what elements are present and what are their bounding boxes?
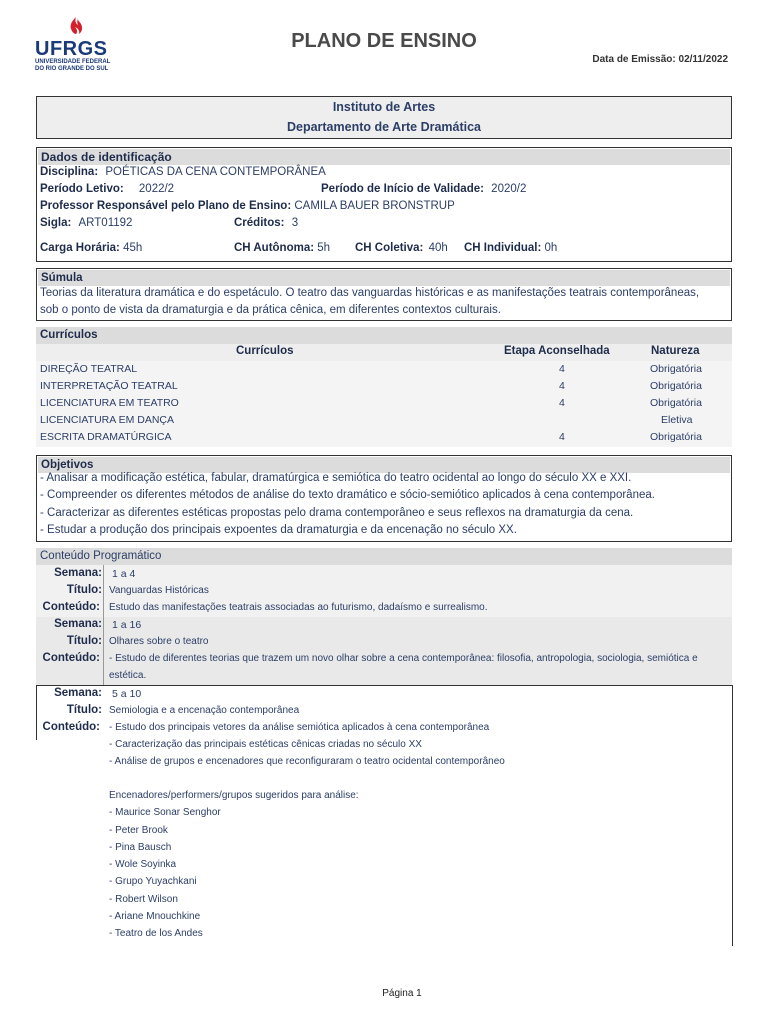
professor-value: CAMILA BAUER BRONSTRUP [294,200,455,212]
ch-coletiva-row [355,242,448,254]
periodo-label: Período Letivo: [40,183,124,195]
ch-autonoma-label: CH Autônoma: [234,242,315,254]
curriculos-header-bar [36,327,732,344]
sumula-line-2: sob o ponto de vista da dramaturgia e da prática cênica, em diferentes contextos culturais. [40,304,501,316]
ch-individual-label: CH Individual: [464,242,542,254]
carga-label: Carga Horária: [40,242,120,254]
objetivo-line: - Analisar a modificação estética, fabular, dramatúrgica e semiótica do teatro ocidental ao longo do século XX e XXI. [40,472,632,484]
curriculo-natureza: Obrigatória [650,380,702,392]
department-name: Departamento de Arte Dramática [286,120,482,134]
ch-autonoma-row [234,242,330,254]
curriculo-natureza: Eletiva [661,414,693,426]
semana-label: Semana: [54,687,102,699]
curriculo-name: DIREÇÃO TEATRAL [40,363,138,375]
creditos-value: 3 [291,217,299,229]
conteudo-text: - Estudo de diferentes teorias que trazem um novo olhar sobre a cena contemporânea: filosofia, antropologia, sociologia, semiótica e [109,653,698,664]
logo-name: UFRGS [35,38,108,60]
conteudo-text: - Wole Soyinka [109,859,177,870]
disciplina-label: Disciplina: [40,166,99,178]
conteudo-text: - Caracterização das principais estéticas cênicas criadas no século XX [109,739,422,750]
titulo-value: Vanguardas Históricas [109,585,209,596]
sumula-title: Súmula [38,270,730,286]
ch-coletiva-label: CH Coletiva: [355,242,424,254]
page-title: PLANO DE ENSINO [291,30,477,52]
curriculo-name: LICENCIATURA EM DANÇA [40,414,174,426]
ch-autonoma-value: 5h [317,242,331,254]
objetivo-line: - Estudar a produção dos principais expoentes da dramaturgia e da encenação no século XX. [40,524,517,536]
titulo-value: Semiologia e a encenação contemporânea [109,705,300,716]
page-number: Página 1 [382,988,422,999]
table-row [40,361,730,378]
conteudo-text: - Estudo dos principais vetores da análise semiótica aplicados à cena contemporânea [109,722,490,733]
periodo-row [40,183,174,195]
creditos-row [234,217,298,229]
validade-row [321,183,526,195]
conteudo-text: - Pina Bausch [109,842,172,853]
conteudo-title: Conteúdo Programático [40,550,162,562]
sumula-line-1: Teorias da literatura dramática e do espetáculo. O teatro das vanguardas históricas e as manifestações teatrais contemporâneas, [40,287,700,299]
conteudo-text: - Teatro de los Andes [109,928,203,939]
semana-value: 1 a 4 [112,568,136,580]
disciplina-value: POÉTICAS DA CENA CONTEMPORÂNEA [105,166,326,178]
semana-label: Semana: [54,567,102,579]
curriculo-natureza: Obrigatória [650,363,702,375]
titulo-label: Título: [66,635,102,647]
professor-label: Professor Responsável pelo Plano de Ensino: [40,200,292,212]
table-row [40,378,730,395]
ch-individual-row [464,242,557,254]
ch-coletiva-value: 40h [428,242,448,254]
curriculo-name: INTERPRETAÇÃO TEATRAL [40,380,178,392]
conteudo-label: Conteúdo: [42,721,100,733]
conteudo-text: estética. [109,670,147,681]
ch-individual-value: 0h [544,242,558,254]
divider [36,685,37,740]
conteudo-text: - Peter Brook [109,825,168,836]
semana-value: 5 a 10 [112,688,142,700]
curriculo-name: LICENCIATURA EM TEATRO [40,397,179,409]
conteudo-text: - Grupo Yuyachkani [109,876,197,887]
objetivo-line: - Compreender os diferentes métodos de análise do texto dramático e sócio-semiótico aplicados à cena contemporânea. [40,489,655,501]
validade-value: 2020/2 [491,183,527,195]
divider [103,565,104,685]
col-etapa: Etapa Aconselhada [504,345,610,357]
conteudo-text: - Maurice Sonar Senghor [109,807,221,818]
creditos-label: Créditos: [234,217,285,229]
logo-subtitle: UNIVERSIDADE FEDERAL DO RIO GRANDE DO SUL [35,59,111,72]
curriculo-name: ESCRITA DRAMATÚRGICA [40,431,172,443]
curriculo-natureza: Obrigatória [650,431,702,443]
carga-value: 45h [123,242,143,254]
sigla-value: ART01192 [78,217,133,229]
curriculo-natureza: Obrigatória [650,397,702,409]
conteudo-text: Encenadores/performers/grupos sugeridos para análise: [109,790,359,801]
curriculo-etapa: 4 [559,397,565,409]
titulo-label: Título: [66,704,102,716]
titulo-value: Olhares sobre o teatro [109,636,209,647]
periodo-value: 2022/2 [138,183,175,195]
validade-label: Período de Início de Validade: [321,183,484,195]
disciplina-row [40,166,326,178]
conteudo-label: Conteúdo: [42,601,100,613]
semana-value: 1 a 16 [112,619,142,631]
curriculos-title: Currículos [40,329,98,341]
objetivo-line: - Caracterizar as diferentes estéticas propostas pelo drama contemporâneo e seus reflexos na dramaturgia da cena. [40,507,634,519]
col-curriculo: Currículos [236,345,294,357]
curriculos-columns [36,344,732,361]
curriculo-etapa: 4 [559,431,565,443]
conteudo-text: Estudo das manifestações teatrais associadas ao futurismo, dadaísmo e surrealismo. [109,602,488,613]
curriculo-etapa: 4 [559,380,565,392]
conteudo-header-bar [36,548,732,565]
institute-box [36,96,732,139]
sigla-row [40,217,132,229]
titulo-label: Título: [66,584,102,596]
identification-title: Dados de identificação [38,149,730,165]
table-row [40,429,730,446]
objetivos-title: Objetivos [38,457,730,473]
carga-row [40,242,142,254]
conteudo-label: Conteúdo: [42,652,100,664]
curriculo-etapa: 4 [559,363,565,375]
col-natureza: Natureza [651,345,700,357]
conteudo-text: - Ariane Mnouchkine [109,911,201,922]
professor-row [40,200,455,212]
conteudo-text: - Robert Wilson [109,894,178,905]
sigla-label: Sigla: [40,217,72,229]
emission-date: Data de Emissão: 02/11/2022 [592,54,728,65]
table-row [40,395,730,412]
institute-name: Instituto de Artes [332,100,436,114]
conteudo-text: - Análise de grupos e encenadores que reconfiguraram o teatro ocidental contemporâneo [109,756,505,767]
table-row [40,412,730,429]
semana-label: Semana: [54,618,102,630]
